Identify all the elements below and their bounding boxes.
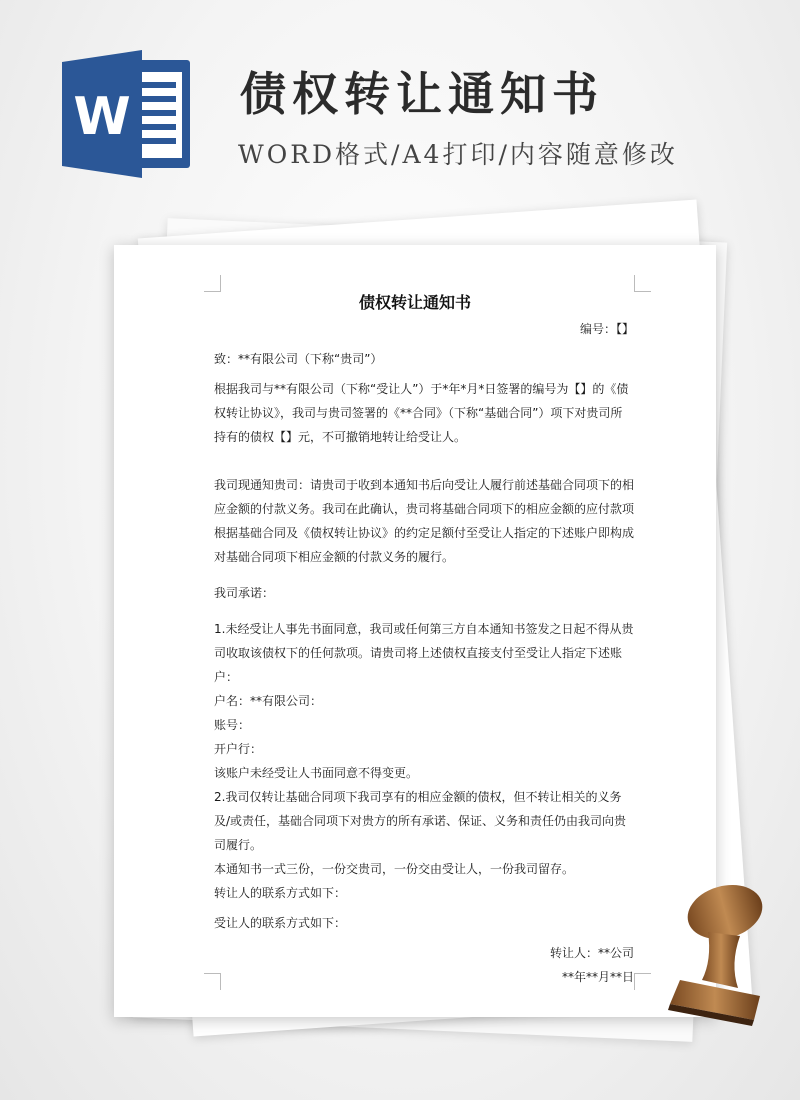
document-number: 编号：【】 [579, 322, 634, 336]
addressee: 致：**有限公司（下称“贵司”） [214, 352, 383, 366]
transferee-contact: 受让人的联系方式如下： [214, 916, 347, 930]
promise-heading: 我司承诺： [214, 586, 275, 600]
account-number: 账号： [214, 718, 251, 732]
crop-mark [634, 973, 651, 990]
word-icon-letter: W [73, 87, 131, 147]
account-name: 户名：**有限公司： [214, 694, 323, 708]
page-subtitle: WORD格式/A4打印/内容随意修改 [238, 140, 678, 169]
copies-note: 本通知书一式三份，一份交贵司，一份交由受让人，一份我司留存。 [214, 862, 575, 876]
promise-item-2: 2.我司仅转让基础合同项下我司享有的相应金额的债权，但不转让相关的义务及/或责任，基础合同项下对贵方的所有承诺、保证、义务和责任仍由我司向贵司履行。 [214, 790, 627, 852]
signature: 转让人：**公司 [549, 946, 634, 960]
bank-name: 开户行： [214, 742, 263, 756]
paragraph-notice: 我司现通知贵司：请贵司于收到本通知书后向受让人履行前述基础合同项下的相应金额的付款义务。我司在此确认，贵司将基础合同项下的相应金额的应付款项根据基础合同及《债权转让协议》的约定足额付至受让人指定的下述账户即构成对基础合同项下相应金额的付款义务的履行。 [214, 478, 635, 564]
document-page [114, 245, 716, 1017]
page-title: 债权转让通知书 [240, 67, 604, 121]
paragraph-transfer: 根据我司与**有限公司（下称“受让人”）于*年*月*日签署的编号为【】的《债权转让协议》，我司与贵司签署的《**合同》（下称“基础合同”）项下对贵司所持有的债权【】元，不可撤销地转让给受让人。 [214, 382, 629, 444]
header [0, 0, 800, 210]
signature-date: **年**月**日 [561, 970, 634, 984]
account-note: 该账户未经受让人书面同意不得变更。 [214, 766, 419, 780]
transferor-contact: 转让人的联系方式如下： [214, 886, 347, 900]
document-body [214, 317, 634, 989]
document-title: 债权转让通知书 [358, 293, 471, 312]
word-icon [62, 50, 192, 178]
promise-item-1: 1.未经受让人事先书面同意，我司或任何第三方自本通知书签发之日起不得从贵司收取该债权下的任何款项。请贵司将上述债权直接支付至受让人指定下述账户： [214, 622, 634, 684]
wooden-stamp-image [650, 880, 780, 1030]
